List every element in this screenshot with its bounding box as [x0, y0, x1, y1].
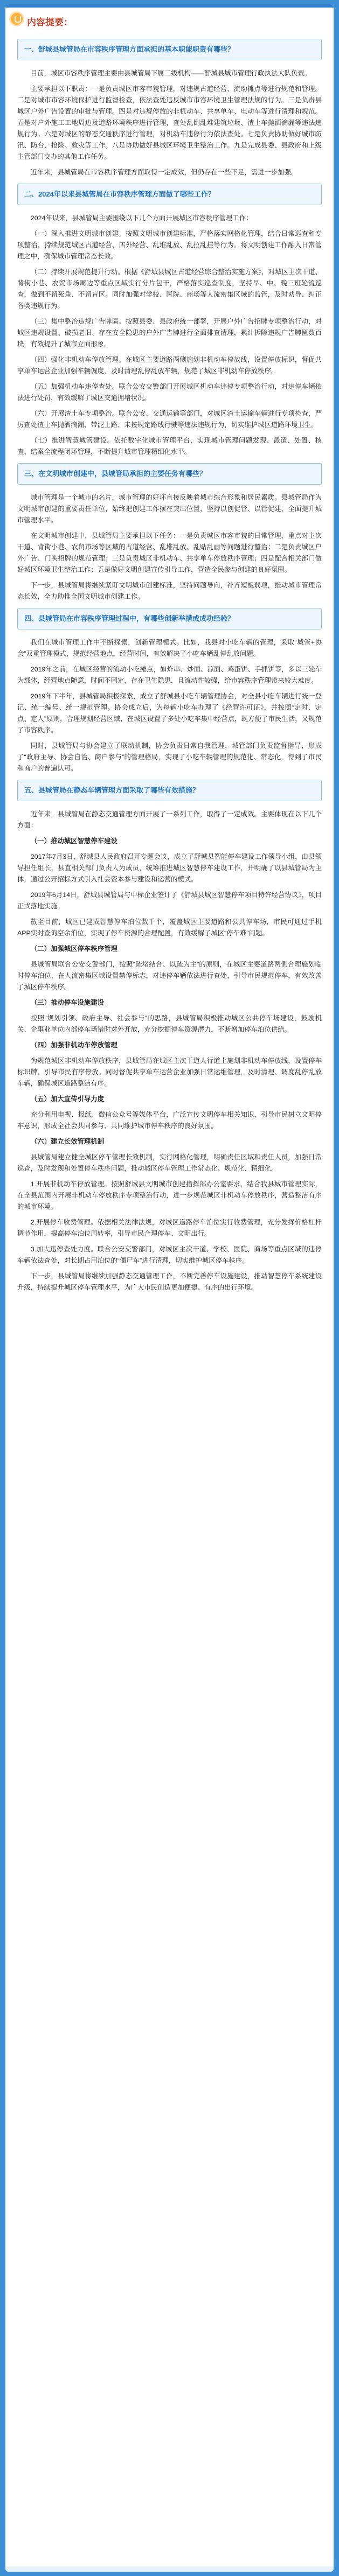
- paragraph: 在文明城市创建中，县城管局主要承担以下任务：一是负责城区市容市貌的日常管理，重点对主次干道、背街小巷、农贸市场等区域的占道经营、乱堆乱放、乱贴乱画等问题进行整治；二是负责城区户外广告、门头招牌的规范管理；三是负责城区非机动车、共享单车停放秩序管理；四是配合相关部门做好城区环境卫生整治工作；五是做好文明创建宣传引导工作，营造全民参与创建的良好氛围。: [17, 532, 322, 573]
- paragraph: 为规范城区非机动车停放秩序，县城管局在城区主次干道人行道上施划非机动车停放线，设置停车标识牌，引导市民有序停放。同时督促共享单车运营企业加强日常运维管理，及时清理、调度乱停乱放车辆，确保城区道路整洁有序。: [17, 1057, 322, 1087]
- subsection-title: （二）加强城区停车秩序管理: [30, 945, 117, 953]
- section-question-3: 三、在文明城市创建中，县城管局承担的主要任务有哪些？: [17, 463, 322, 485]
- page-title: 内容提要：: [27, 17, 73, 27]
- paragraph: （五）加强机动车违停查处。联合公安交警部门开展城区机动车违停专项整治行动，对违停车辆依法进行处罚，有效缓解了城区交通拥堵状况。: [17, 383, 322, 402]
- paragraph: 按照“规划引领、政府主导、社会参与”的思路，县城管局积极推动城区公共停车场建设，鼓励机关、企事业单位内部停车场错时对外开放，充分挖掘停车资源潜力，不断增加停车泊位供给。: [17, 1014, 322, 1033]
- lightbulb-icon: [11, 13, 23, 25]
- paragraph: 2024年以来，县城管局主要围绕以下几个方面开展城区市容秩序管理工作：: [30, 214, 253, 222]
- article-body: [5, 39, 334, 1293]
- section-question-2: 二、2024年以来县城管局在市容秩序管理方面做了哪些工作？: [17, 184, 322, 205]
- paragraph: 目前，城区市容秩序管理主要由县城管局下属二级机构——舒城县城市管理行政执法大队负责。: [30, 69, 312, 77]
- subsection-title: （六）建立长效管理机制: [30, 1138, 105, 1145]
- paragraph: （四）强化非机动车停放管理。在城区主要道路两侧施划非机动车停放线，设置停放标识，督促共享单车运营企业加强车辆调度，及时清理乱停乱放车辆，规范了城区非机动车停放秩序。: [17, 356, 322, 375]
- paragraph: （六）开展渣土车专项整治。联合公安、交通运输等部门，对城区渣土运输车辆进行专项检查，严厉查处渣土车抛洒滴漏、带泥上路、未按规定路线行驶等违法违规行为，切实维护城区道路环境卫生。: [17, 410, 322, 429]
- paragraph: 我们在城市管理工作中不断探索，创新管理模式。比如，我县对小吃车辆的管理，采取“城管+协会”双重管理模式，规范经营地点，经营时间，有效解决了小吃车辆乱停乱放问题。: [17, 639, 322, 657]
- content-card: [5, 4, 334, 2572]
- paragraph: 2.开展停车收费管理。依据相关法律法规，对城区道路停车泊位实行收费管理，充分发挥价格杠杆调节作用，提高停车泊位周转率，引导市民合理停车、文明出行。: [17, 1219, 322, 1237]
- paragraph: 城市管理是一个城市的名片，城市管理的好坏直接反映着城市综合形象和居民素质。县城管局作为文明城市创建的重要责任单位，始终把创建工作摆在突出位置，坚持以创促管、以管促建，全面提升城市管理水平。: [17, 494, 322, 524]
- paragraph: 县城管局建立健全城区停车管理长效机制，实行网格化管理，明确责任区域和责任人员，加强日常巡查，及时发现和处置停车秩序问题，推动城区停车管理工作常态化、规范化、精细化。: [17, 1153, 322, 1172]
- paragraph: 3.加大违停查处力度。联合公安交警部门，对城区主次干道、学校、医院、商场等重点区域的违停车辆依法查处，对长期占用泊位的“僵尸车”进行清理，切实维护城区停车秩序。: [17, 1245, 322, 1264]
- paragraph: （三）集中整治违规广告牌匾。按照县委、县政府统一部署，开展户外广告招牌专项整治行动，对城区违规设置、破损老旧、存在安全隐患的户外广告牌进行全面排查清理，累计拆除违规广告牌匾数百块，有效提升了城市立面形象。: [17, 318, 322, 348]
- paragraph: 主要承担以下职责：一是负责城区市容市貌管理，对违规占道经营、流动摊点等进行规范和管理。二是对城市市容环境保护进行监督检查，依法查处违反城市市容环境卫生管理法规的行为。三是负责县城区户外广告设置的审批与管理。四是对违规停放的非机动车、共享单车、电动车等进行清理和规范。五是对户外施工工地周边及道路环境秩序进行管理，查处乱倒乱堆建筑垃圾、渣土车抛洒滴漏等违法违规行为。六是对城区的静态交通秩序进行管理，对机动车违停行为依法查处。七是负责协助做好城市防汛、防台、抢险、救灾等工作。八是协助做好县城区环境卫生整治工作。九是完成县委、县政府和上级主管部门交办的其他工作任务。: [17, 85, 322, 160]
- footer-strip: [5, 2566, 334, 2572]
- subsection-title: （四）加强非机动车停放管理: [30, 1041, 117, 1049]
- subsection-title: （五）加大宣传引导力度: [30, 1095, 105, 1103]
- paragraph: 下一步，县城管局将继续紧盯文明城市创建标准，坚持问题导向，补齐短板弱项，推动城市管理常态长效，全力助推全国文明城市创建工作。: [17, 582, 322, 600]
- paragraph: 下一步，县城管局将继续加强静态交通管理工作，不断完善停车设施建设，推动智慧停车系统建设升级，持续提升城区停车管理水平，为广大市民创造更加便捷、有序的出行环境。: [17, 1272, 322, 1291]
- paragraph: 同时，县城管局与协会建立了联动机制，协会负责日常自我管理，城管部门负责监督指导，形成了“政府主导、协会自治、商户参与”的管理格局，实现了小吃车辆管理的规范化、常态化，得到了市民和商户的普遍认可。: [17, 742, 322, 772]
- paragraph: 截至目前，城区已建成智慧停车泊位数千个，覆盖城区主要道路和公共停车场，市民可通过手机APP实时查询空余泊位，实现了停车资源的合理配置，有效缓解了城区“停车难”问题。: [17, 918, 322, 937]
- subsection-title: （三）推动停车设施建设: [30, 999, 105, 1006]
- subsection-title: （一）推动城区智慧停车建设: [30, 837, 117, 845]
- paragraph: 近年来，县城管局在静态交通管理方面开展了一系列工作，取得了一定成效。主要体现在以下几个方面：: [17, 810, 322, 829]
- paragraph: 1.开展非机动车停放管理。按照舒城县文明城市创建指挥部办公室要求，结合我县城市管理实际，在全县范围内开展非机动车停放秩序专项整治行动，进一步规范城区非机动车停放秩序，营造整洁有序的城市环境。: [17, 1180, 322, 1210]
- paragraph: （一）深入推进文明城市创建。按照文明城市创建标准，严格落实网格化管理，结合日常巡查和专项整治，持续规范城区占道经营、店外经营、乱堆乱放、乱拉乱挂等行为。将文明创建工作融入日常管理之中，确保城市管理常态长效。: [17, 230, 322, 260]
- paragraph: 2019年6月14日，舒城县城管局与中标企业签订了《舒城县城区智慧停车项目特许经营协议》，项目正式落地实施。: [17, 891, 322, 910]
- section-question-1: 一、舒城县城管局在市容秩序管理方面承担的基本职能职责有哪些？: [17, 39, 322, 60]
- paragraph: 2019年之前，在城区经营的流动小吃摊点，如炸串、炒面、凉面、鸡蛋饼、手抓饼等，多以三轮车为载体，经营地点随意，时间不固定，存在卫生隐患，且流动性较强，给市容秩序管理带来较大难度。: [17, 666, 322, 684]
- section-question-5: 五、县城管局在静态车辆管理方面采取了哪些有效措施？: [17, 780, 322, 801]
- paragraph: 充分利用电视、报纸、微信公众号等媒体平台，广泛宣传文明停车相关知识，引导市民树立文明停车意识，形成全社会共同参与、共同维护城市停车秩序的良好氛围。: [17, 1111, 322, 1130]
- paragraph: 近年来，县城管局在市容秩序管理方面取得一定成效，但仍存在一些不足，需进一步加强。: [30, 169, 298, 176]
- paragraph: 县城管局联合公安交警部门，按照“疏堵结合、以疏为主”的原则，在城区主要道路两侧合理施划临时停车泊位，在人流密集区域设置禁停标志，对违停车辆依法进行查处，引导市民规范停车，有效改善了城区停车秩序。: [17, 961, 322, 991]
- paragraph: 2019年下半年，县城管局积极探索，成立了舒城县小吃车辆管理协会，对全县小吃车辆进行统一登记、统一编号、统一规范管理。协会成立后，为每辆小吃车办理了《经营许可证》，并按照“定时、定点、定人”原则，合理规划经营区域，在城区设置了多处小吃车集中经营点，既方便了市民生活，又规范了市容秩序。: [17, 692, 322, 734]
- header-bar: [5, 8, 334, 33]
- paragraph: （二）持续开展规范提升行动。根据《舒城县城区占道经营综合整治实施方案》，对城区主次干道、背街小巷、农贸市场周边等重点区域实行分片包干，严格落实巡查制度，坚持早、中、晚三班轮流巡查，做到不留死角、不留盲区。同时加强对学校、医院、商场等人流密集区域的监管，及时劝导、纠正各类违规行为。: [17, 268, 322, 310]
- paragraph: （七）推进智慧城管建设。依托数字化城市管理平台，实现城市管理问题发现、派遣、处置、核查、结案全流程闭环管理，不断提升城市管理精细化水平。: [17, 437, 322, 456]
- section-question-4: 四、县城管局在市容秩序管理过程中，有哪些创新举措或成功经验？: [17, 608, 322, 629]
- paragraph: 2017年7月3日，舒城县人民政府召开专题会议，成立了舒城县智能停车建设工作领导小组，由县领导担任组长，县直相关部门负责人为成员，统筹推进城区智慧停车建设工作，并明确了以县城管局为主体，通过公开招标方式引入社会资本参与建设和运营的模式。: [17, 853, 322, 883]
